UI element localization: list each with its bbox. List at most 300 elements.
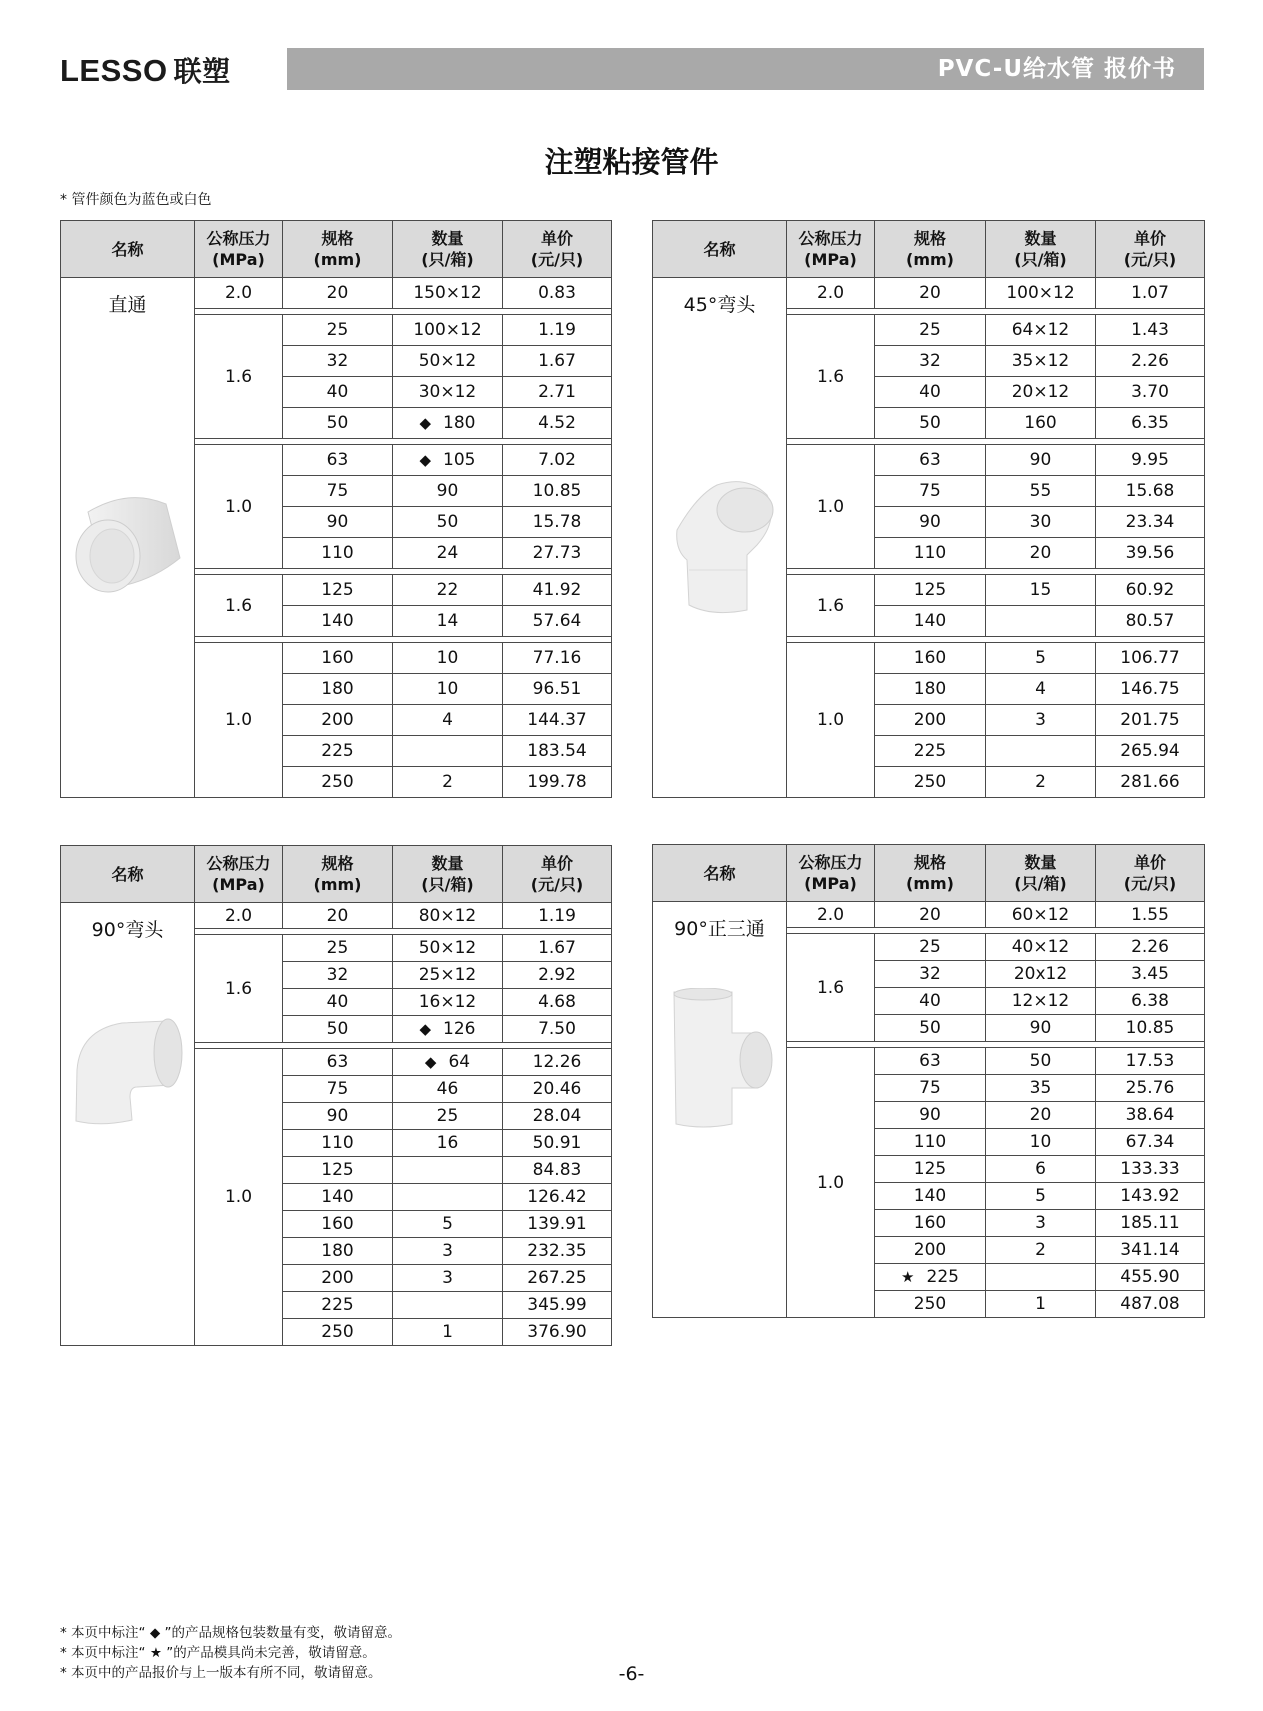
spec-value: 32 bbox=[326, 965, 349, 985]
spec-value: 140 bbox=[913, 611, 947, 631]
qty-value: 3 bbox=[442, 1241, 453, 1261]
price-cell: 27.73 bbox=[503, 538, 612, 569]
color-note: * 管件颜色为蓝色或白色 bbox=[60, 192, 212, 208]
page-number: -6- bbox=[618, 1663, 645, 1685]
spec-value: 25 bbox=[326, 320, 349, 340]
header-label: 单价 bbox=[540, 854, 573, 873]
col-name-header bbox=[61, 221, 195, 278]
price-cell: 38.64 bbox=[1096, 1102, 1205, 1129]
spec-cell bbox=[283, 445, 393, 476]
price-cell: 6.35 bbox=[1096, 408, 1205, 439]
price-cell: 341.14 bbox=[1096, 1237, 1205, 1264]
price-cell: 2.26 bbox=[1096, 346, 1205, 377]
spec-cell bbox=[875, 934, 986, 961]
qty-cell bbox=[986, 408, 1096, 439]
qty-cell bbox=[393, 1016, 503, 1043]
spec-cell bbox=[875, 674, 986, 705]
qty-value: 50×12 bbox=[418, 351, 477, 371]
qty-cell bbox=[393, 1319, 503, 1346]
qty-value: 5 bbox=[1035, 648, 1046, 668]
price-cell: 106.77 bbox=[1096, 643, 1205, 674]
price-cell: 15.68 bbox=[1096, 476, 1205, 507]
qty-value: 160 bbox=[1024, 413, 1057, 433]
qty-cell bbox=[986, 346, 1096, 377]
qty-cell bbox=[393, 445, 503, 476]
spec-value: 25 bbox=[919, 320, 941, 340]
diamond-mark-icon: ◆ bbox=[424, 1053, 437, 1071]
spec-cell bbox=[875, 961, 986, 988]
qty-cell bbox=[393, 705, 503, 736]
spec-value: 20 bbox=[326, 283, 349, 303]
pressure-cell: 2.0 bbox=[195, 903, 283, 929]
qty-value: 105 bbox=[443, 450, 476, 470]
spec-cell bbox=[283, 643, 393, 674]
qty-value: 90 bbox=[436, 481, 459, 501]
spec-value: 110 bbox=[913, 1132, 947, 1152]
qty-value: 150×12 bbox=[413, 283, 482, 303]
spec-cell bbox=[875, 1075, 986, 1102]
spec-cell bbox=[875, 902, 986, 928]
table-row bbox=[653, 278, 1205, 309]
spec-value: 50 bbox=[919, 413, 941, 433]
price-cell: 1.07 bbox=[1096, 278, 1205, 309]
pressure-cell: 2.0 bbox=[787, 278, 875, 309]
spec-cell bbox=[283, 1049, 393, 1076]
qty-value: 55 bbox=[1029, 481, 1052, 501]
qty-value: 4 bbox=[1035, 679, 1046, 699]
col-spec-header bbox=[283, 846, 393, 903]
header-unit: (元/只) bbox=[1123, 250, 1177, 269]
qty-cell bbox=[393, 1184, 503, 1211]
spec-cell bbox=[283, 1157, 393, 1184]
spec-cell bbox=[283, 989, 393, 1016]
header-unit: (MPa) bbox=[212, 875, 265, 894]
spec-value: 20 bbox=[326, 905, 349, 926]
qty-value: 90 bbox=[1029, 1018, 1052, 1038]
qty-cell bbox=[393, 575, 503, 606]
col-pressure-header bbox=[195, 846, 283, 903]
spec-value: 125 bbox=[321, 1160, 354, 1180]
pressure-cell: 1.0 bbox=[787, 1048, 875, 1318]
qty-cell bbox=[393, 408, 503, 439]
col-name-header bbox=[653, 221, 787, 278]
header-unit: (mm) bbox=[313, 250, 362, 269]
qty-cell bbox=[986, 538, 1096, 569]
spec-cell bbox=[875, 1015, 986, 1042]
qty-cell bbox=[986, 988, 1096, 1015]
qty-value: 10 bbox=[1029, 1132, 1052, 1152]
price-cell: 281.66 bbox=[1096, 767, 1205, 798]
spec-cell bbox=[283, 575, 393, 606]
spec-cell bbox=[283, 1184, 393, 1211]
qty-cell bbox=[986, 507, 1096, 538]
qty-cell bbox=[986, 1183, 1096, 1210]
product-name: 直通 bbox=[108, 294, 147, 316]
price-cell: 15.78 bbox=[503, 507, 612, 538]
price-cell: 144.37 bbox=[503, 705, 612, 736]
header-label: 公称压力 bbox=[798, 229, 863, 248]
spec-cell bbox=[283, 736, 393, 767]
qty-cell bbox=[986, 1291, 1096, 1318]
price-cell: 9.95 bbox=[1096, 445, 1205, 476]
qty-cell bbox=[393, 767, 503, 798]
footer-note-diamond: * 本页中标注“ ◆ ”的产品规格包装数量有变，敬请留意。 bbox=[60, 1625, 401, 1641]
price-cell: 28.04 bbox=[503, 1103, 612, 1130]
col-name-header bbox=[653, 845, 787, 902]
qty-cell bbox=[986, 767, 1096, 798]
price-cell: 50.91 bbox=[503, 1130, 612, 1157]
spec-cell bbox=[875, 1291, 986, 1318]
qty-value: 15 bbox=[1029, 580, 1052, 600]
diamond-mark-icon: ◆ bbox=[419, 451, 432, 469]
col-spec-header bbox=[875, 845, 986, 902]
spec-value: 32 bbox=[919, 351, 941, 371]
price-cell: 1.67 bbox=[503, 935, 612, 962]
spec-value: 200 bbox=[913, 710, 947, 730]
price-cell: 146.75 bbox=[1096, 674, 1205, 705]
price-cell: 1.19 bbox=[503, 315, 612, 346]
spec-value: 225 bbox=[321, 1295, 354, 1315]
spec-cell bbox=[283, 767, 393, 798]
price-cell: 84.83 bbox=[503, 1157, 612, 1184]
header-label: 公称压力 bbox=[206, 229, 271, 248]
pressure-cell: 1.0 bbox=[787, 445, 875, 569]
spec-value: 140 bbox=[321, 611, 354, 631]
qty-cell bbox=[393, 1292, 503, 1319]
spec-cell bbox=[875, 643, 986, 674]
spec-cell bbox=[283, 1211, 393, 1238]
qty-value: 90 bbox=[1029, 450, 1052, 470]
spec-value: 50 bbox=[326, 1019, 349, 1039]
table-row bbox=[61, 278, 612, 309]
spec-value: 75 bbox=[919, 1078, 941, 1098]
spec-cell bbox=[875, 408, 986, 439]
qty-value: 2 bbox=[1035, 1240, 1046, 1260]
qty-cell bbox=[986, 377, 1096, 408]
spec-cell bbox=[875, 1210, 986, 1237]
diamond-mark-icon: ◆ bbox=[419, 1020, 432, 1038]
spec-value: 110 bbox=[913, 543, 947, 563]
price-cell: 3.70 bbox=[1096, 377, 1205, 408]
col-pressure-header bbox=[195, 221, 283, 278]
qty-value: 64×12 bbox=[1011, 320, 1070, 340]
spec-cell bbox=[283, 1238, 393, 1265]
diamond-mark-icon: ◆ bbox=[419, 414, 432, 432]
qty-cell bbox=[986, 736, 1096, 767]
pressure-cell: 2.0 bbox=[195, 278, 283, 309]
spec-value: 180 bbox=[321, 1241, 354, 1261]
spec-value: 225 bbox=[926, 1267, 959, 1287]
spec-value: 110 bbox=[321, 543, 354, 563]
price-cell: 1.43 bbox=[1096, 315, 1205, 346]
spec-cell bbox=[283, 1016, 393, 1043]
pressure-cell: 1.6 bbox=[787, 575, 875, 637]
spec-cell bbox=[875, 507, 986, 538]
price-cell: 1.19 bbox=[503, 903, 612, 929]
header-label: 单价 bbox=[540, 229, 573, 248]
product-name: 90°弯头 bbox=[91, 919, 164, 941]
qty-cell bbox=[986, 1129, 1096, 1156]
qty-cell bbox=[393, 674, 503, 705]
qty-value: 20×12 bbox=[1011, 382, 1070, 402]
price-cell: 41.92 bbox=[503, 575, 612, 606]
spec-value: 32 bbox=[919, 964, 941, 984]
price-cell: 7.50 bbox=[503, 1016, 612, 1043]
qty-value: 35 bbox=[1029, 1078, 1052, 1098]
header-row bbox=[61, 846, 612, 903]
qty-cell bbox=[986, 1237, 1096, 1264]
qty-value: 16×12 bbox=[418, 992, 477, 1012]
price-cell: 60.92 bbox=[1096, 575, 1205, 606]
header-label: 规格 bbox=[321, 854, 354, 873]
qty-cell bbox=[986, 476, 1096, 507]
spec-value: 32 bbox=[326, 351, 349, 371]
pressure-cell: 1.0 bbox=[195, 1049, 283, 1346]
qty-value: 24 bbox=[436, 543, 459, 563]
price-cell: 0.83 bbox=[503, 278, 612, 309]
qty-cell bbox=[393, 377, 503, 408]
col-price-header bbox=[503, 221, 612, 278]
col-pressure-header bbox=[787, 845, 875, 902]
spec-cell bbox=[283, 377, 393, 408]
pressure-cell: 1.6 bbox=[787, 934, 875, 1042]
product-name: 45°弯头 bbox=[683, 294, 756, 316]
header-label: 名称 bbox=[703, 863, 736, 883]
90-tee-illustration bbox=[668, 988, 776, 1128]
header-unit: (mm) bbox=[906, 874, 954, 893]
qty-value: 64 bbox=[448, 1052, 471, 1072]
qty-value: 2 bbox=[442, 772, 453, 792]
price-cell: 201.75 bbox=[1096, 705, 1205, 736]
price-cell: 487.08 bbox=[1096, 1291, 1205, 1318]
price-cell: 10.85 bbox=[1096, 1015, 1205, 1042]
header-label: 公称压力 bbox=[206, 854, 271, 873]
qty-value: 50×12 bbox=[418, 938, 477, 958]
pressure-cell: 2.0 bbox=[787, 902, 875, 928]
pressure-cell: 1.6 bbox=[787, 315, 875, 439]
price-cell: 6.38 bbox=[1096, 988, 1205, 1015]
qty-cell bbox=[393, 1157, 503, 1184]
pressure-cell: 1.0 bbox=[195, 445, 283, 569]
header-label: 数量 bbox=[1024, 229, 1057, 248]
qty-cell bbox=[986, 961, 1096, 988]
qty-cell bbox=[986, 674, 1096, 705]
qty-value: 6 bbox=[1035, 1159, 1046, 1179]
qty-cell bbox=[986, 445, 1096, 476]
price-cell: 96.51 bbox=[503, 674, 612, 705]
qty-value: 46 bbox=[436, 1079, 459, 1099]
qty-value: 3 bbox=[442, 1268, 453, 1288]
spec-value: 90 bbox=[326, 512, 349, 532]
qty-value: 180 bbox=[443, 413, 476, 433]
header-label: 规格 bbox=[913, 853, 946, 872]
qty-value: 10 bbox=[436, 679, 459, 699]
qty-cell bbox=[986, 902, 1096, 928]
qty-cell bbox=[393, 935, 503, 962]
spec-value: 63 bbox=[326, 450, 349, 470]
spec-value: 160 bbox=[913, 648, 947, 668]
col-qty-header bbox=[393, 221, 503, 278]
header-label: 单价 bbox=[1133, 853, 1166, 872]
spec-value: 180 bbox=[321, 679, 354, 699]
spec-cell bbox=[875, 346, 986, 377]
spec-value: 160 bbox=[913, 1213, 947, 1233]
spec-value: 20 bbox=[919, 904, 941, 925]
header-label: 规格 bbox=[321, 229, 354, 248]
header-unit: (元/只) bbox=[530, 250, 584, 269]
qty-cell bbox=[393, 1103, 503, 1130]
qty-value: 20 bbox=[1029, 1105, 1052, 1125]
header-row bbox=[653, 221, 1205, 278]
qty-cell bbox=[393, 476, 503, 507]
qty-value: 12×12 bbox=[1011, 991, 1070, 1011]
logo-chinese: 联塑 bbox=[173, 55, 231, 88]
spec-value: 20 bbox=[919, 283, 941, 303]
col-qty-header bbox=[986, 845, 1096, 902]
qty-cell bbox=[393, 346, 503, 377]
qty-value: 50 bbox=[436, 512, 459, 532]
spec-cell bbox=[875, 736, 986, 767]
spec-value: 200 bbox=[913, 1240, 947, 1260]
qty-value: 1 bbox=[1035, 1294, 1046, 1314]
price-cell: 1.67 bbox=[503, 346, 612, 377]
qty-cell bbox=[986, 1075, 1096, 1102]
pressure-cell: 1.6 bbox=[195, 315, 283, 439]
price-cell: 12.26 bbox=[503, 1049, 612, 1076]
footer-note-price-change: * 本页中的产品报价与上一版本有所不同，敬请留意。 bbox=[60, 1665, 382, 1681]
col-price-header bbox=[1096, 221, 1205, 278]
spec-value: 250 bbox=[913, 1294, 947, 1314]
qty-cell bbox=[393, 278, 503, 309]
spec-cell bbox=[283, 674, 393, 705]
45-elbow-illustration bbox=[667, 475, 779, 615]
price-cell: 7.02 bbox=[503, 445, 612, 476]
spec-value: 75 bbox=[326, 1079, 349, 1099]
qty-cell bbox=[393, 903, 503, 929]
table-row bbox=[653, 902, 1205, 928]
header-label: 数量 bbox=[431, 854, 464, 873]
qty-value: 20x12 bbox=[1013, 964, 1068, 984]
qty-cell bbox=[393, 962, 503, 989]
header-unit: (元/只) bbox=[1123, 874, 1177, 893]
spec-cell bbox=[283, 1292, 393, 1319]
spec-cell bbox=[283, 705, 393, 736]
pressure-cell: 1.0 bbox=[195, 643, 283, 798]
qty-cell bbox=[393, 1049, 503, 1076]
qty-value: 1 bbox=[442, 1322, 453, 1342]
straight-coupling-illustration bbox=[68, 488, 186, 598]
qty-value: 25 bbox=[436, 1106, 459, 1126]
spec-value: 140 bbox=[321, 1187, 354, 1207]
header-label: 规格 bbox=[913, 229, 946, 248]
spec-value: 63 bbox=[326, 1052, 349, 1072]
header-unit: (mm) bbox=[313, 875, 362, 894]
col-qty-header bbox=[986, 221, 1096, 278]
company-logo bbox=[60, 50, 231, 90]
spec-value: 50 bbox=[919, 1018, 941, 1038]
spec-cell bbox=[875, 1048, 986, 1075]
spec-cell bbox=[875, 575, 986, 606]
price-cell: 376.90 bbox=[503, 1319, 612, 1346]
price-cell: 39.56 bbox=[1096, 538, 1205, 569]
qty-cell bbox=[393, 643, 503, 674]
qty-value: 20 bbox=[1029, 543, 1052, 563]
price-cell: 23.34 bbox=[1096, 507, 1205, 538]
spec-cell bbox=[875, 476, 986, 507]
qty-cell bbox=[986, 575, 1096, 606]
price-cell: 139.91 bbox=[503, 1211, 612, 1238]
qty-value: 22 bbox=[436, 580, 459, 600]
qty-value: 50 bbox=[1029, 1051, 1052, 1071]
price-cell: 126.42 bbox=[503, 1184, 612, 1211]
price-cell: 232.35 bbox=[503, 1238, 612, 1265]
qty-cell bbox=[986, 315, 1096, 346]
price-cell: 4.52 bbox=[503, 408, 612, 439]
header-label: 单价 bbox=[1133, 229, 1166, 248]
spec-cell bbox=[283, 507, 393, 538]
spec-value: 90 bbox=[326, 1106, 349, 1126]
qty-cell bbox=[986, 1048, 1096, 1075]
price-cell: 183.54 bbox=[503, 736, 612, 767]
header-label: 名称 bbox=[111, 864, 144, 884]
spec-cell bbox=[875, 1129, 986, 1156]
spec-cell bbox=[283, 346, 393, 377]
spec-cell bbox=[875, 1156, 986, 1183]
spec-cell bbox=[875, 315, 986, 346]
price-cell: 17.53 bbox=[1096, 1048, 1205, 1075]
qty-cell bbox=[986, 1210, 1096, 1237]
spec-cell bbox=[283, 606, 393, 637]
col-qty-header bbox=[393, 846, 503, 903]
qty-value: 4 bbox=[442, 710, 453, 730]
header-label: 公称压力 bbox=[798, 853, 863, 872]
col-spec-header bbox=[283, 221, 393, 278]
qty-cell bbox=[393, 1211, 503, 1238]
price-cell: 4.68 bbox=[503, 989, 612, 1016]
qty-cell bbox=[986, 705, 1096, 736]
spec-cell bbox=[283, 476, 393, 507]
qty-value: 80×12 bbox=[418, 905, 477, 926]
spec-value: 180 bbox=[913, 679, 947, 699]
document-title: PVC-U给水管 报价书 bbox=[937, 56, 1176, 82]
spec-cell bbox=[283, 1103, 393, 1130]
spec-cell bbox=[875, 705, 986, 736]
price-cell: 10.85 bbox=[503, 476, 612, 507]
star-mark-icon: ★ bbox=[901, 1268, 915, 1286]
spec-cell bbox=[283, 1265, 393, 1292]
price-cell: 67.34 bbox=[1096, 1129, 1205, 1156]
spec-cell bbox=[283, 935, 393, 962]
spec-cell bbox=[875, 767, 986, 798]
product-name: 90°正三通 bbox=[674, 918, 765, 940]
qty-value: 25×12 bbox=[418, 965, 477, 985]
spec-cell bbox=[283, 408, 393, 439]
document-title-bar bbox=[287, 48, 1204, 90]
pressure-cell: 1.0 bbox=[787, 643, 875, 798]
price-cell: 57.64 bbox=[503, 606, 612, 637]
spec-cell bbox=[283, 1319, 393, 1346]
spec-cell bbox=[283, 315, 393, 346]
spec-cell bbox=[875, 1102, 986, 1129]
spec-value: 25 bbox=[326, 938, 349, 958]
spec-cell bbox=[875, 1237, 986, 1264]
price-cell: 20.46 bbox=[503, 1076, 612, 1103]
price-cell: 455.90 bbox=[1096, 1264, 1205, 1291]
price-cell: 143.92 bbox=[1096, 1183, 1205, 1210]
header-unit: (MPa) bbox=[804, 250, 857, 269]
price-cell: 77.16 bbox=[503, 643, 612, 674]
spec-value: 125 bbox=[913, 1159, 947, 1179]
